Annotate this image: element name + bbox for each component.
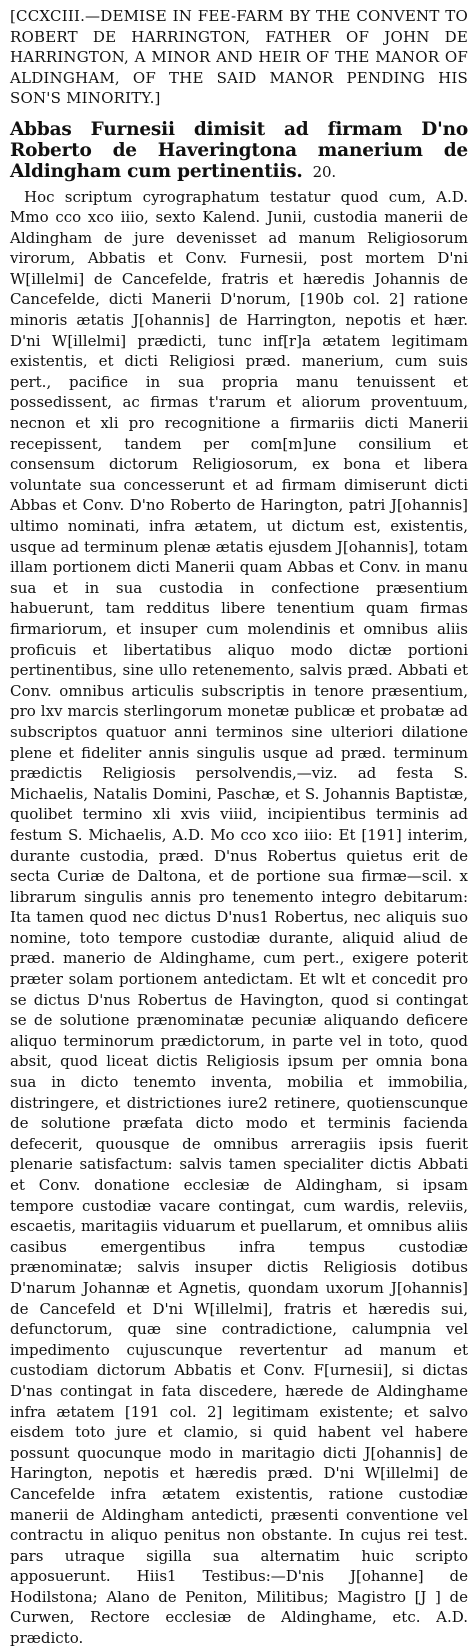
entry-number: 20.: [312, 162, 336, 181]
document-heading: [CCXCIII.—DEMISE IN FEE-FARM BY THE CONVENT TO ROBERT DE HARRINGTON, FATHER OF JOHN DE HARRINGTON, A MINOR AND HEIR OF THE MANOR OF ALDINGHAM, OF THE SAID MANOR PENDING HIS SON'S MINORITY.]: [10, 7, 468, 107]
blackletter-title: Abbas Furnesii dimisit ad firmam D'no Roberto de Haveringtona manerium de Aldingham cum pertinentiis.: [10, 118, 468, 182]
blackletter-title-block: [10, 119, 468, 183]
body-paragraph: Hoc scriptum cyrographatum testatur quod cum, A.D. Mmo cco xco iiio, sexto Kalend. Junii, custodia manerii de Aldingham de jure devenisset ad manum Religiosorum virorum, Abbatis et Conv. Furnesii, post mortem D'ni W[illelmi] de Cancefelde, fratris et hæredis Johannis de Cancefelde, dicti Manerii D'norum, [190b col. 2] ratione minoris ætatis J[ohannis] de Harrington, nepotis et hær. D'ni W[illelmi] prædicti, tunc inf[r]a ætatem legitimam existentis, et dicti Religiosi præd. manerium, cum suis pert., pacifice in sua propria manu tenuissent et possedissent, ac firmas t'rarum et aliorum proventuum, necnon et xli pro recognitione a firmariis dicti Manerii recepissent, tandem per com[m]une consilium et consensum dictorum Religiosorum, ex bona et libera voluntate sua concesserunt et ad firmam dimiserunt dicti Abbas et Conv. D'no Roberto de Harington, patri J[ohannis] ultimo nominati, infra ætatem, ut dictum est, existentis, usque ad terminum plenæ ætatis ejusdem J[ohannis], totam illam portionem dicti Manerii quam Abbas et Conv. in manu sua et in sua custodia in confectione præsentium habuerunt, tam redditus libere tenentium quam firmas firmariorum, et insuper cum molendinis et omnibus aliis proficuis et libertatibus aliquo modo dictæ portioni pertinentibus, sine ullo retenemento, salvis præd. Abbati et Conv. omnibus articulis subscriptis in tenore præsentium, pro lxv marcis sterlingorum monetæ publicæ et probatæ ad subscriptos quatuor anni terminos sine ulteriori dilatione plene et fideliter annis singulis usque ad præd. terminum prædictis Religiosis persolvendis,—viz. ad festa S. Michaelis, Natalis Domini, Paschæ, et S. Johannis Baptistæ, quolibet termino xli xvis viiid, incipientibus terminis ad festum S. Michaelis, A.D. Mo cco xco iiio: Et [191] interim, durante custodia, præd. D'nus Robertus quietus erit de secta Curiæ de Daltona, et de portione sua firmæ—scil. x librarum singulis annis pro tenemento integro debitarum: Ita tamen quod nec dictus D'nus1 Robertus, nec aliquis suo nomine, toto tempore custodiæ durante, aliquid aliud de præd. manerio de Aldinghame, cum pert., exigere poterit præter solam portionem antedictam. Et wlt et concedit pro se dictus D'nus Robertus de Havington, quod si contingat se de solutione prænominatæ pecuniæ aliquando deficere aliquo terminorum prædictorum, in parte vel in toto, quod absit, quod liceat dictis Religiosis ipsum per omnia bona sua in dicto tenemto inventa, mobilia et immobilia, distringere, et districtiones iure2 retinere, quotienscunque de solutione præfata dicto modo et terminis facienda defecerit, quousque de omnibus arreragiis ipsis fuerit plenarie satisfactum: salvis tamen specialiter dictis Abbati et Conv. donatione ecclesiæ de Aldingham, si ipsam tempore custodiæ vacare contingat, cum wardis, releviis, escaetis, maritagiis viduarum et puellarum, et omnibus aliis casibus emergentibus infra tempus custodiæ prænominatæ; salvis insuper dictis Religiosis dotibus D'narum Johannæ et Agnetis, quondam uxorum J[ohannis] de Cancefeld et D'ni W[illelmi], fratris et hæredis sui, defunctorum, quæ sine contradictione, calumpnia vel impedimento cujuscunque revertentur ad manum et custodiam dictorum Abbatis et Conv. F[urnesii], si dictas D'nas contingat in fata discedere, hærede de Aldinghame infra ætatem [191 col. 2] legitimam existente; et salvo eisdem toto jure et clamio, si quid habent vel habere possunt quocunque modo in maritagio dicti J[ohannis] de Harington, nepotis et hæredis præd. D'ni W[illelmi] de Cancefelde infra ætatem existentis, ratione custodiæ manerii de Aldingham antedicti, præsenti conventione vel contractu in aliquo penitus non obstante. In cujus rei test. pars utraque sigilla sua alternatim huic scripto apposuerunt. Hiis1 Testibus:—D'nis J[ohanne] de Hodilstona; Alano de Peniton, Militibus; Magistro [J ] de Curwen, Rectore ecclesiæ de Aldinghame, etc. A.D. prædicto.: [10, 187, 468, 1648]
document-body: [10, 187, 468, 1649]
